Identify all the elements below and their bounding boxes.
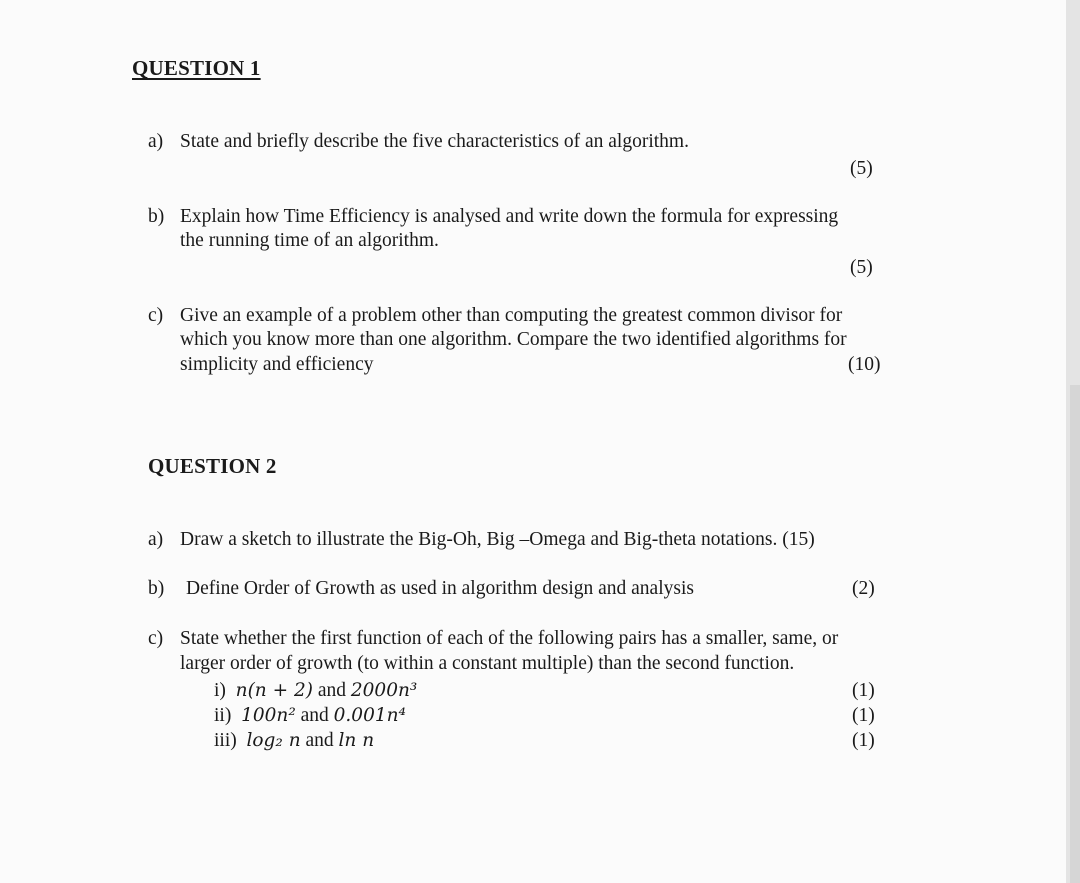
subitem-first-expression: log₂ n	[246, 730, 301, 751]
q2c-label: c)	[148, 628, 164, 649]
q2b-text: Define Order of Growth as used in algorithm design and analysis	[186, 578, 694, 599]
q1c-text-line-3: simplicity and efficiency	[180, 354, 374, 375]
subitem-joiner: and	[317, 680, 347, 701]
q1b-label: b)	[148, 206, 165, 227]
subitem-label: i)	[214, 680, 226, 701]
subitem-second-expression: 2000n³	[350, 680, 418, 701]
q2a-label: a)	[148, 529, 164, 550]
subitem-row	[214, 729, 374, 753]
q2a-text: Draw a sketch to illustrate the Big-Oh, Big –Omega and Big-theta notations. (15)	[180, 529, 815, 550]
q2c-text-line-1: State whether the first function of each of the following pairs has a smaller, same, or	[180, 628, 839, 649]
subitem-marks: (1)	[852, 705, 875, 726]
subitem-marks: (1)	[852, 730, 875, 751]
q1b-text-line-1: Explain how Time Efficiency is analysed and write down the formula for expressing	[180, 206, 839, 227]
subitem-row	[214, 704, 406, 728]
subitem-first-expression: 100n²	[241, 705, 296, 726]
q1c-text-line-1: Give an example of a problem other than computing the greatest common divisor for	[180, 305, 843, 326]
scrollbar-thumb[interactable]	[1070, 385, 1080, 883]
q1a-marks: (5)	[850, 158, 873, 179]
q1a-text: State and briefly describe the five characteristics of an algorithm.	[180, 131, 689, 152]
question-2-title: QUESTION 2	[148, 454, 277, 478]
subitem-row	[214, 679, 417, 703]
q1a-label: a)	[148, 131, 164, 152]
subitem-second-expression: ln n	[338, 730, 375, 751]
q1b-marks: (5)	[850, 257, 873, 278]
question-1-title: QUESTION 1	[132, 56, 261, 80]
q2c-text-line-2: larger order of growth (to within a constant multiple) than the second function.	[180, 653, 795, 674]
q2b-label: b)	[148, 578, 165, 599]
subitem-joiner: and	[305, 730, 334, 751]
subitem-label: ii)	[214, 705, 232, 726]
subitem-label: iii)	[214, 730, 237, 751]
q2b-marks: (2)	[852, 578, 875, 599]
q1c-marks: (10)	[848, 354, 881, 375]
subitem-second-expression: 0.001n⁴	[333, 705, 406, 726]
q1c-label: c)	[148, 305, 164, 326]
q1b-text-line-2: the running time of an algorithm.	[180, 230, 439, 251]
q1c-text-line-2: which you know more than one algorithm. Compare the two identified algorithms for	[180, 329, 847, 350]
subitem-joiner: and	[300, 705, 329, 726]
subitem-first-expression: n(n + 2)	[235, 680, 313, 701]
subitem-marks: (1)	[852, 680, 875, 701]
